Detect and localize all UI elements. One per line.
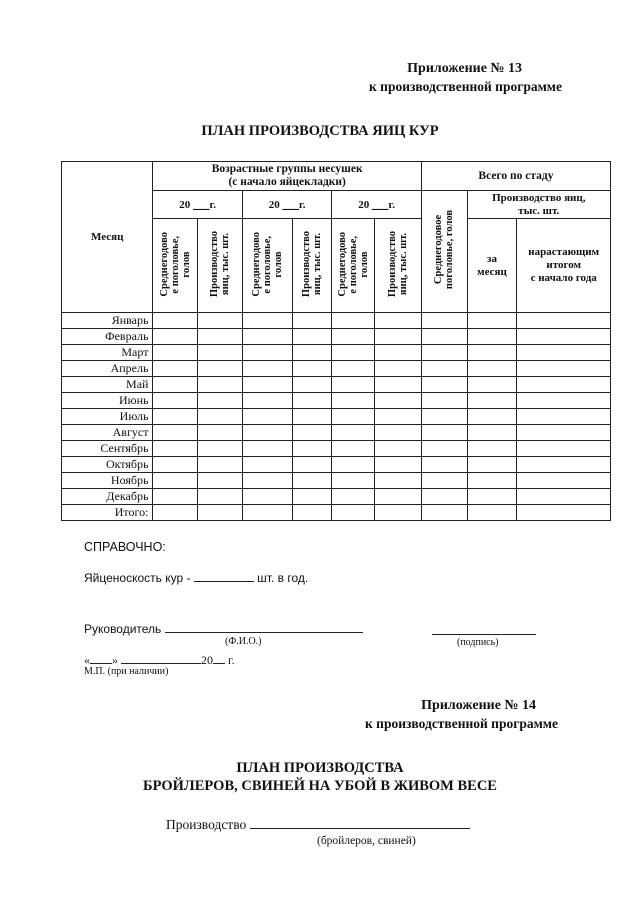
table-row: [62, 425, 611, 441]
appendix-14-subtitle: к производственной программе: [365, 716, 558, 731]
table-cell[interactable]: [153, 473, 198, 489]
table-cell[interactable]: [421, 441, 467, 457]
table-row: [62, 329, 611, 345]
table-cell[interactable]: [198, 313, 243, 329]
table-cell[interactable]: [198, 473, 243, 489]
age-groups-header: Возрастные группы несушек (с начало яйцекладки): [153, 162, 421, 191]
appendix-14-header: [300, 697, 558, 733]
table-cell[interactable]: [467, 457, 517, 473]
table-cell[interactable]: [292, 393, 332, 409]
table-cell[interactable]: [375, 345, 422, 361]
table-cell[interactable]: [242, 345, 292, 361]
fio-hint: (Ф.И.О.): [225, 636, 262, 647]
table-cell[interactable]: [517, 361, 611, 377]
table-cell[interactable]: [242, 457, 292, 473]
production-field[interactable]: [250, 816, 470, 829]
egg-yield-field[interactable]: [194, 569, 254, 582]
table-cell[interactable]: [292, 489, 332, 505]
table-cell[interactable]: [198, 361, 243, 377]
table-cell[interactable]: [421, 393, 467, 409]
table-cell[interactable]: [242, 473, 292, 489]
month-label: Март: [62, 345, 153, 361]
table-cell[interactable]: [332, 361, 375, 377]
date-day-field[interactable]: [90, 651, 112, 664]
table-cell[interactable]: [421, 425, 467, 441]
egg-plan-title: ПЛАН ПРОИЗВОДСТВА ЯИЦ КУР: [201, 123, 439, 139]
year-group-1: 20 ___г.: [153, 191, 242, 219]
table-cell[interactable]: [242, 489, 292, 505]
table-cell[interactable]: [467, 329, 517, 345]
month-label: Июнь: [62, 393, 153, 409]
table-cell[interactable]: [517, 457, 611, 473]
table-cell[interactable]: [198, 329, 243, 345]
table-cell[interactable]: [332, 393, 375, 409]
table-cell[interactable]: [198, 345, 243, 361]
month-column-header: Месяц: [62, 162, 153, 313]
month-label: Апрель: [62, 361, 153, 377]
appendix-13-header: [300, 60, 562, 96]
table-cell[interactable]: [421, 329, 467, 345]
head-signature-line: [84, 620, 363, 636]
table-cell[interactable]: [153, 409, 198, 425]
year-group-3: 20 ___г.: [332, 191, 422, 219]
month-label: Итого:: [62, 505, 153, 521]
table-cell[interactable]: [153, 457, 198, 473]
table-cell[interactable]: [467, 393, 517, 409]
table-cell[interactable]: [198, 457, 243, 473]
table-cell[interactable]: [153, 361, 198, 377]
avg-stock-header-3: Среднегодово е поголовье, голов: [332, 219, 375, 313]
table-cell[interactable]: [375, 489, 422, 505]
avg-stock-header-2: Среднегодово е поголовье, голов: [242, 219, 292, 313]
table-cell[interactable]: [375, 441, 422, 457]
table-cell[interactable]: [242, 377, 292, 393]
table-cell[interactable]: [375, 329, 422, 345]
table-cell[interactable]: [332, 425, 375, 441]
table-cell[interactable]: [375, 473, 422, 489]
table-cell[interactable]: [198, 425, 243, 441]
table-cell[interactable]: [332, 329, 375, 345]
table-cell[interactable]: [292, 505, 332, 521]
table-cell[interactable]: [467, 441, 517, 457]
table-cell[interactable]: [332, 473, 375, 489]
table-cell[interactable]: [153, 313, 198, 329]
per-month-header: за месяц: [467, 219, 517, 313]
table-row: [62, 473, 611, 489]
table-cell[interactable]: [517, 377, 611, 393]
table-cell[interactable]: [332, 441, 375, 457]
month-label: Август: [62, 425, 153, 441]
table-cell[interactable]: [153, 345, 198, 361]
production-line: [166, 816, 470, 833]
table-cell[interactable]: [198, 377, 243, 393]
month-label: Ноябрь: [62, 473, 153, 489]
table-cell[interactable]: [242, 505, 292, 521]
table-cell[interactable]: [517, 393, 611, 409]
table-cell[interactable]: [332, 345, 375, 361]
appendix-13-subtitle: к производственной программе: [369, 79, 562, 94]
table-cell[interactable]: [517, 441, 611, 457]
head-label: Руководитель: [84, 622, 162, 636]
table-row: [62, 457, 611, 473]
table-cell[interactable]: [153, 489, 198, 505]
table-cell[interactable]: [153, 329, 198, 345]
year-group-2: 20 ___г.: [242, 191, 331, 219]
table-cell[interactable]: [292, 313, 332, 329]
table-row: [62, 505, 611, 521]
table-cell[interactable]: [421, 473, 467, 489]
cumulative-header: нарастающим итогом с начало года: [517, 219, 611, 313]
table-cell[interactable]: [467, 425, 517, 441]
table-cell[interactable]: [153, 425, 198, 441]
table-cell[interactable]: [467, 489, 517, 505]
table-cell[interactable]: [467, 313, 517, 329]
table-cell[interactable]: [242, 313, 292, 329]
table-cell[interactable]: [421, 377, 467, 393]
table-cell[interactable]: [517, 473, 611, 489]
table-cell[interactable]: [242, 425, 292, 441]
month-label: Июль: [62, 409, 153, 425]
table-cell[interactable]: [153, 393, 198, 409]
month-label: Декабрь: [62, 489, 153, 505]
herd-avg-stock-header: Среднегодовое поголовье, голов: [421, 191, 467, 313]
table-cell[interactable]: [242, 329, 292, 345]
table-cell[interactable]: [421, 409, 467, 425]
date-line: « » 20 г.: [84, 653, 235, 667]
egg-production-table: [61, 161, 611, 521]
table-cell[interactable]: [421, 313, 467, 329]
table-cell[interactable]: [292, 409, 332, 425]
table-cell[interactable]: [467, 361, 517, 377]
table-row: [62, 489, 611, 505]
table-row: [62, 361, 611, 377]
head-name-field[interactable]: [165, 620, 363, 633]
table-cell[interactable]: [517, 505, 611, 521]
table-cell[interactable]: [332, 409, 375, 425]
table-cell[interactable]: [375, 505, 422, 521]
table-cell[interactable]: [375, 377, 422, 393]
table-cell[interactable]: [153, 441, 198, 457]
table-cell[interactable]: [292, 457, 332, 473]
avg-stock-header-1: Среднегодово е поголовье, голов: [153, 219, 198, 313]
table-cell[interactable]: [467, 345, 517, 361]
table-cell[interactable]: [467, 409, 517, 425]
broiler-plan-title-line2: БРОЙЛЕРОВ, СВИНЕЙ НА УБОЙ В ЖИВОМ ВЕСЕ: [143, 778, 497, 794]
table-cell[interactable]: [467, 473, 517, 489]
table-cell[interactable]: [153, 377, 198, 393]
table-cell[interactable]: [332, 457, 375, 473]
table-cell[interactable]: [517, 489, 611, 505]
table-cell[interactable]: [332, 313, 375, 329]
table-cell[interactable]: [198, 393, 243, 409]
table-cell[interactable]: [292, 361, 332, 377]
table-row: [62, 345, 611, 361]
table-row: [62, 409, 611, 425]
table-cell[interactable]: [292, 329, 332, 345]
date-year-field[interactable]: [213, 651, 225, 664]
table-cell[interactable]: [242, 393, 292, 409]
production-header-3: Производство яиц, тыс. шт.: [375, 219, 422, 313]
month-label: Сентябрь: [62, 441, 153, 457]
table-cell[interactable]: [198, 505, 243, 521]
table-cell[interactable]: [292, 425, 332, 441]
table-row: [62, 441, 611, 457]
appendix-13-number: Приложение № 13: [407, 61, 522, 76]
table-row: [62, 393, 611, 409]
table-cell[interactable]: [375, 393, 422, 409]
month-label: Январь: [62, 313, 153, 329]
table-cell[interactable]: [242, 409, 292, 425]
table-cell[interactable]: [517, 345, 611, 361]
table-cell[interactable]: [242, 361, 292, 377]
table-cell[interactable]: [467, 377, 517, 393]
table-cell[interactable]: [421, 489, 467, 505]
table-cell[interactable]: [198, 409, 243, 425]
egg-yield-line: [84, 569, 308, 585]
table-cell[interactable]: [517, 409, 611, 425]
table-cell[interactable]: [198, 489, 243, 505]
herd-production-header: Производство яиц, тыс. шт.: [467, 191, 610, 219]
date-month-field[interactable]: [121, 651, 201, 664]
month-label: Февраль: [62, 329, 153, 345]
table-cell[interactable]: [198, 441, 243, 457]
signature-hint: (подпись): [457, 637, 499, 648]
herd-total-header: Всего по стаду: [421, 162, 610, 191]
table-cell[interactable]: [292, 345, 332, 361]
table-cell[interactable]: [375, 409, 422, 425]
table-cell[interactable]: [421, 345, 467, 361]
table-cell[interactable]: [292, 441, 332, 457]
signature-field[interactable]: [432, 634, 536, 635]
production-header-1: Производство яиц, тыс. шт.: [198, 219, 243, 313]
table-cell[interactable]: [332, 489, 375, 505]
month-label: Май: [62, 377, 153, 393]
table-cell[interactable]: [375, 425, 422, 441]
table-cell[interactable]: [292, 473, 332, 489]
egg-yield-label: Яйценоскость кур -: [84, 571, 191, 585]
egg-yield-unit: шт. в год.: [257, 571, 309, 585]
table-cell[interactable]: [292, 377, 332, 393]
table-row: [62, 313, 611, 329]
month-label: Октябрь: [62, 457, 153, 473]
broiler-plan-title-line1: ПЛАН ПРОИЗВОДСТВА: [236, 760, 404, 776]
table-cell[interactable]: [375, 313, 422, 329]
table-cell[interactable]: [421, 505, 467, 521]
appendix-14-number: Приложение № 14: [421, 698, 536, 713]
table-cell[interactable]: [517, 425, 611, 441]
table-cell[interactable]: [242, 441, 292, 457]
table-cell[interactable]: [153, 505, 198, 521]
table-cell[interactable]: [421, 457, 467, 473]
broiler-plan-title: [0, 759, 640, 795]
stamp-note: М.П. (при наличии): [84, 666, 169, 677]
reference-label: СПРАВОЧНО:: [84, 540, 166, 554]
table-cell[interactable]: [517, 329, 611, 345]
table-cell[interactable]: [517, 313, 611, 329]
table-cell[interactable]: [421, 361, 467, 377]
table-cell[interactable]: [332, 377, 375, 393]
table-cell[interactable]: [375, 361, 422, 377]
table-row: [62, 377, 611, 393]
production-hint: (бройлеров, свиней): [317, 835, 416, 847]
table-cell[interactable]: [332, 505, 375, 521]
production-header-2: Производство яиц, тыс. шт.: [292, 219, 332, 313]
table-cell[interactable]: [467, 505, 517, 521]
table-cell[interactable]: [375, 457, 422, 473]
production-label: Производство: [166, 817, 247, 832]
